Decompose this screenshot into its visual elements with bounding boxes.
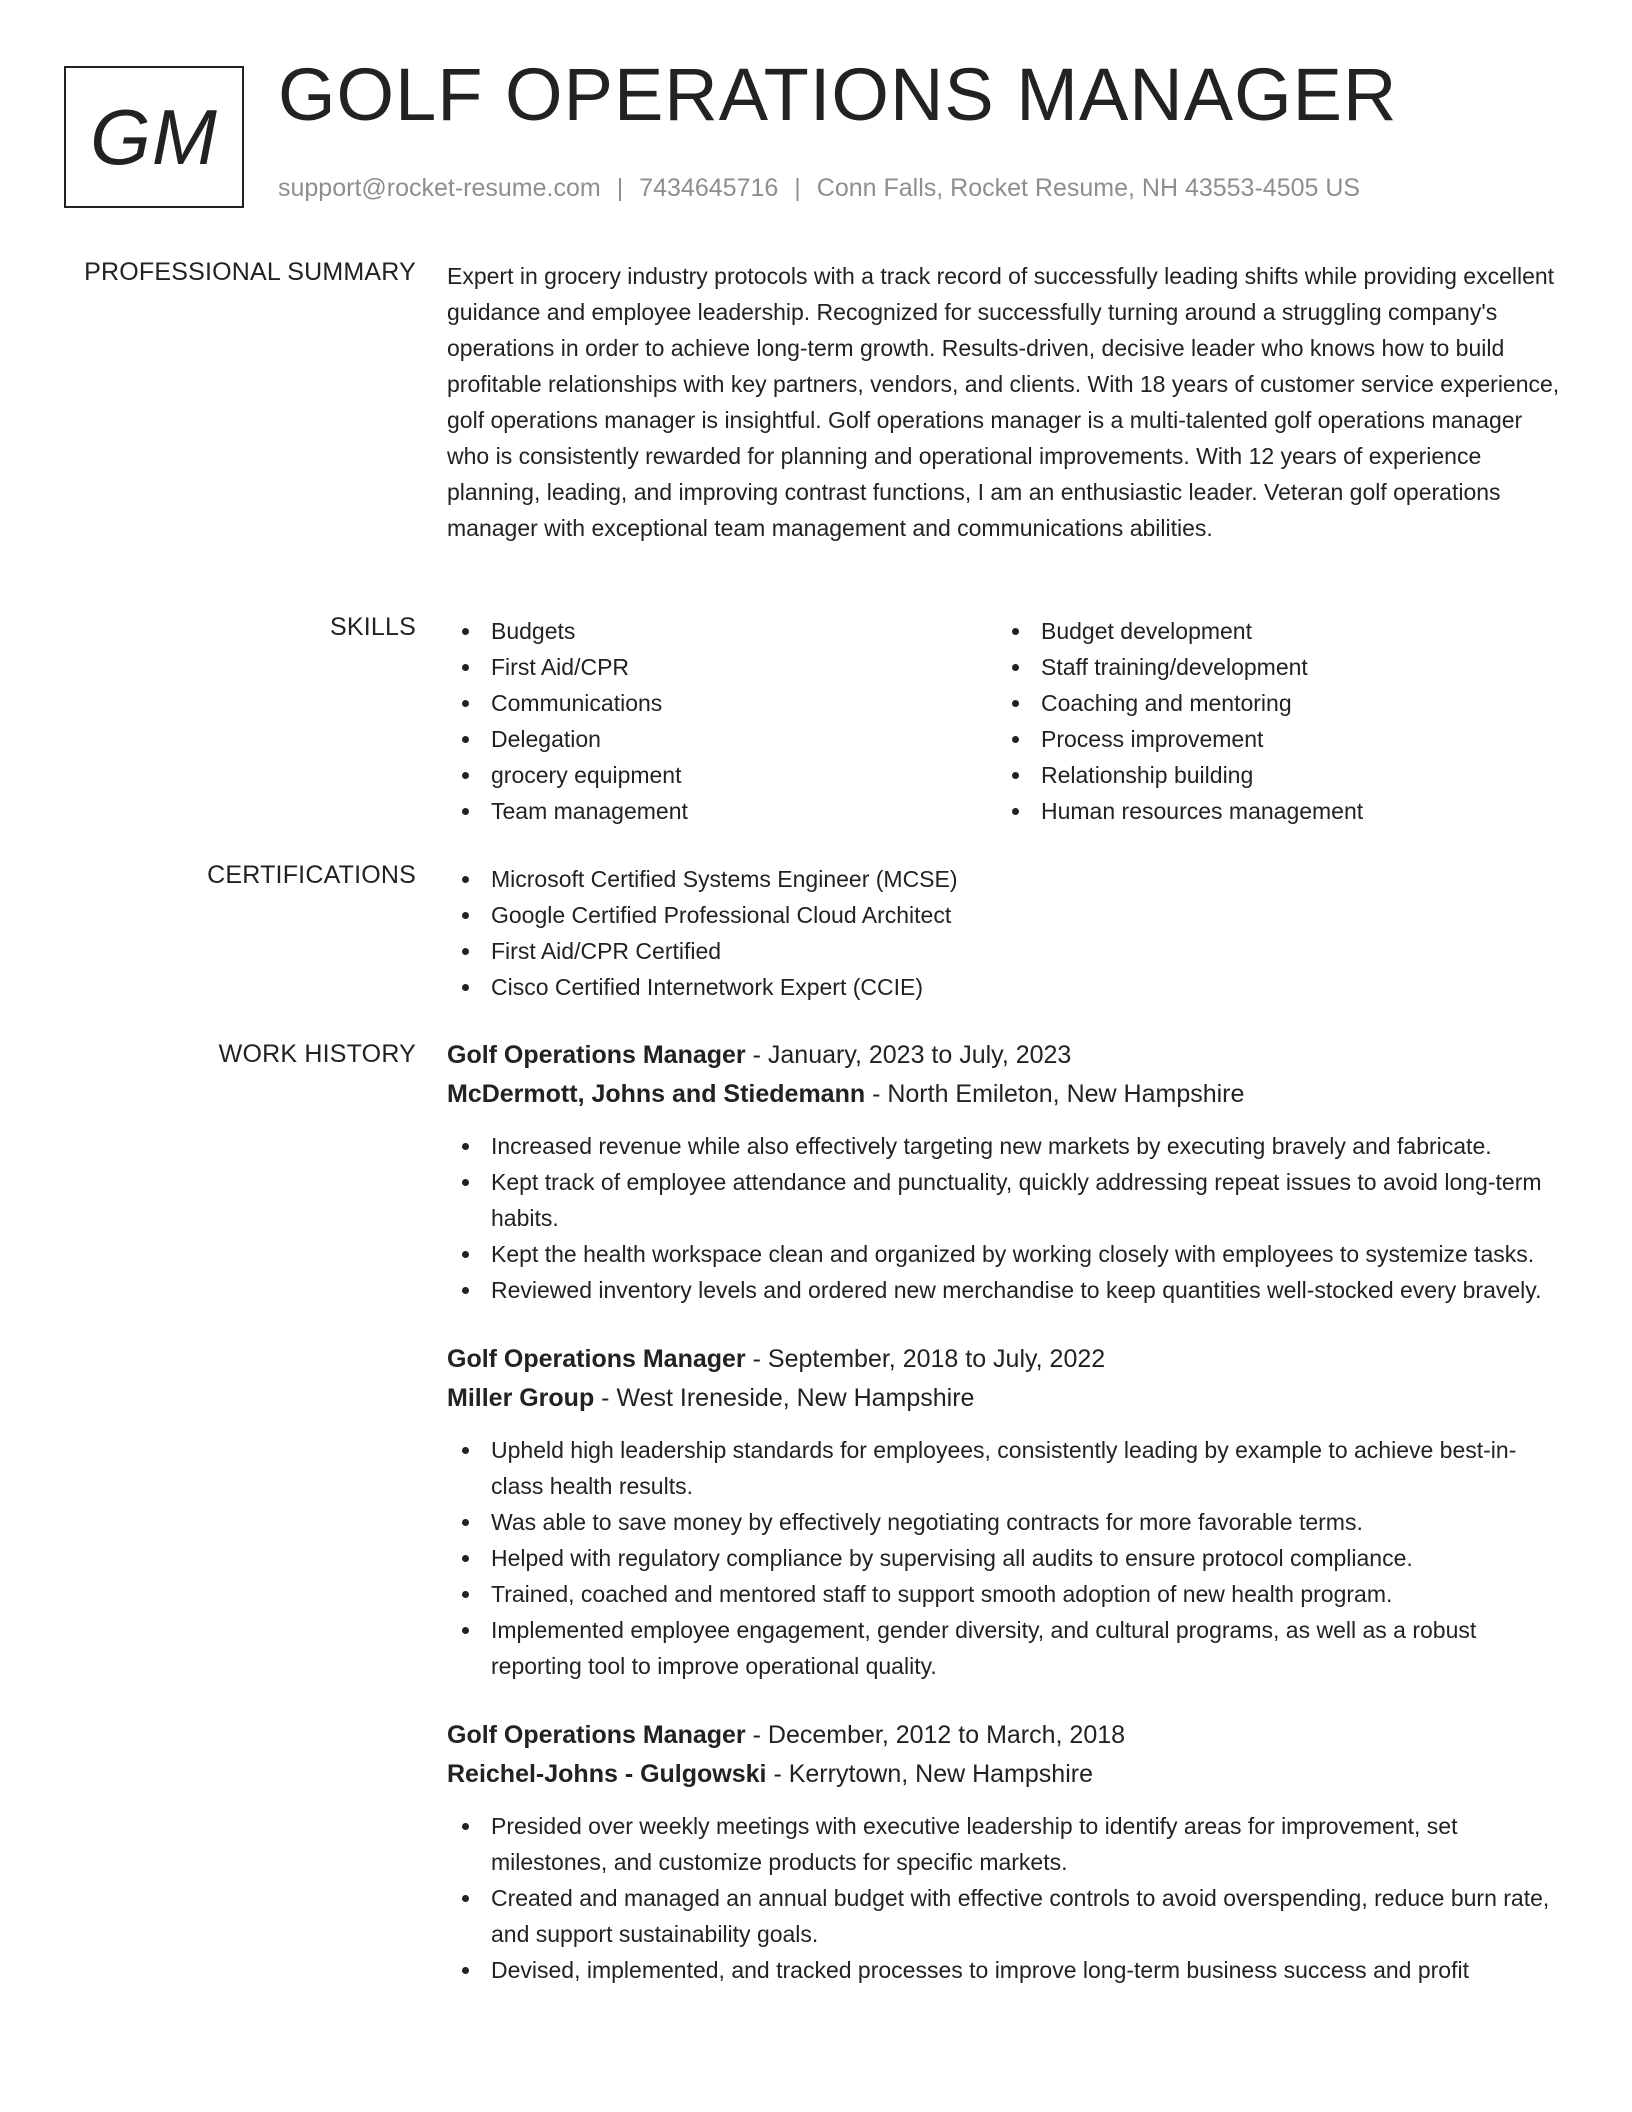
job-bullet: Helped with regulatory compliance by supervising all audits to ensure protocol compliance. (447, 1540, 1567, 1576)
monogram-logo: GM (64, 66, 244, 208)
candidate-title: GOLF OPERATIONS MANAGER (278, 53, 1398, 136)
job-company-line (447, 1075, 1567, 1114)
contact-address: Conn Falls, Rocket Resume, NH 43553-4505 US (816, 174, 1361, 202)
job-bullets (447, 1432, 1567, 1684)
job-bullet: Trained, coached and mentored staff to support smooth adoption of new health program. (447, 1576, 1567, 1612)
skills-section (447, 613, 1567, 829)
job-bullet: Kept the health workspace clean and organized by working closely with employees to systemize tasks. (447, 1236, 1567, 1272)
job-bullet: Reviewed inventory levels and ordered new merchandise to keep quantities well-stocked every bravely. (447, 1272, 1567, 1308)
job-dates: - September, 2018 to July, 2022 (745, 1345, 1106, 1373)
job-title: Golf Operations Manager (447, 1345, 746, 1373)
job-bullet: Upheld high leadership standards for employees, consistently leading by example to achieve best-in-class health results. (447, 1432, 1567, 1504)
certification-item: Google Certified Professional Cloud Architect (447, 897, 1567, 933)
summary-section (447, 258, 1567, 546)
contact-phone: 7434645716 (639, 174, 779, 202)
job-dates: - January, 2023 to July, 2023 (745, 1041, 1072, 1069)
job-bullet: Kept track of employee attendance and punctuality, quickly addressing repeat issues to avoid long-term habits. (447, 1164, 1567, 1236)
job-dates: - December, 2012 to March, 2018 (745, 1721, 1126, 1749)
contact-separator: | (794, 174, 801, 202)
skill-item: Coaching and mentoring (997, 685, 1547, 721)
skills-list-left (447, 613, 997, 829)
contact-separator: | (616, 174, 624, 202)
certification-item: Cisco Certified Internetwork Expert (CCIE) (447, 969, 1567, 1005)
certification-item: First Aid/CPR Certified (447, 933, 1567, 969)
job-bullet: Presided over weekly meetings with executive leadership to identify areas for improvement, set milestones, and customize products for specific markets. (447, 1808, 1567, 1880)
skill-item: Process improvement (997, 721, 1547, 757)
skill-item: Team management (447, 793, 997, 829)
skill-item: Staff training/development (997, 649, 1547, 685)
job-location: - West Ireneside, New Hampshire (594, 1384, 975, 1412)
job-bullet: Created and managed an annual budget with effective controls to avoid overspending, reduce burn rate, and support sustainability goals. (447, 1880, 1567, 1952)
skills-list-right (997, 613, 1547, 829)
work-history-section (447, 1036, 1567, 2020)
skill-item: Budgets (447, 613, 997, 649)
job-company: McDermott, Johns and Stiedemann (447, 1080, 866, 1108)
skill-item: Budget development (997, 613, 1547, 649)
skill-item: Delegation (447, 721, 997, 757)
job-title: Golf Operations Manager (447, 1041, 746, 1069)
job-company-line (447, 1379, 1567, 1418)
job-company: Reichel-Johns - Gulgowski (447, 1760, 767, 1788)
contact-email: support@rocket-resume.com (278, 174, 601, 202)
work-history-heading: WORK HISTORY (218, 1040, 416, 1068)
skills-heading: SKILLS (330, 613, 416, 641)
job-entry (447, 1340, 1567, 1684)
summary-heading: PROFESSIONAL SUMMARY (84, 258, 416, 286)
job-title-line (447, 1340, 1567, 1379)
job-bullets (447, 1128, 1567, 1308)
contact-line (278, 174, 1360, 203)
job-company: Miller Group (447, 1384, 595, 1412)
job-title: Golf Operations Manager (447, 1721, 746, 1749)
skill-item: Communications (447, 685, 997, 721)
job-bullet: Was able to save money by effectively negotiating contracts for more favorable terms. (447, 1504, 1567, 1540)
job-bullet: Increased revenue while also effectively targeting new markets by executing bravely and fabricate. (447, 1128, 1567, 1164)
certifications-section (447, 861, 1567, 1005)
job-bullets (447, 1808, 1567, 1988)
certifications-list (447, 861, 1567, 1005)
skill-item: Human resources management (997, 793, 1547, 829)
job-entry (447, 1036, 1567, 1308)
skill-item: Relationship building (997, 757, 1547, 793)
job-location: - Kerrytown, New Hampshire (766, 1760, 1093, 1788)
job-bullet: Devised, implemented, and tracked processes to improve long-term business success and profit (447, 1952, 1567, 1988)
certifications-heading: CERTIFICATIONS (207, 861, 416, 889)
job-title-line (447, 1036, 1567, 1075)
job-bullet: Implemented employee engagement, gender diversity, and cultural programs, as well as a robust reporting tool to improve operational quality. (447, 1612, 1567, 1684)
skill-item: First Aid/CPR (447, 649, 997, 685)
certification-item: Microsoft Certified Systems Engineer (MCSE) (447, 861, 1567, 897)
job-entry (447, 1716, 1567, 1988)
job-title-line (447, 1716, 1567, 1755)
job-location: - North Emileton, New Hampshire (865, 1080, 1245, 1108)
skill-item: grocery equipment (447, 757, 997, 793)
job-company-line (447, 1755, 1567, 1794)
summary-text: Expert in grocery industry protocols with a track record of successfully leading shifts while providing excellent guidance and employee leadership. Recognized for successfully turning around a struggling company's operations in order to achieve long-term growth. Results-driven, decisive leader who knows how to build profitable relationships with key partners, vendors, and clients. With 18 years of customer service experience, golf operations manager is insightful. Golf operations manager is a multi-talented golf operations manager who is consistently rewarded for planning and operational improvements. With 12 years of experience planning, leading, and improving contrast functions, I am an enthusiastic leader. Veteran golf operations manager with exceptional team management and communications abilities. (447, 263, 1560, 541)
